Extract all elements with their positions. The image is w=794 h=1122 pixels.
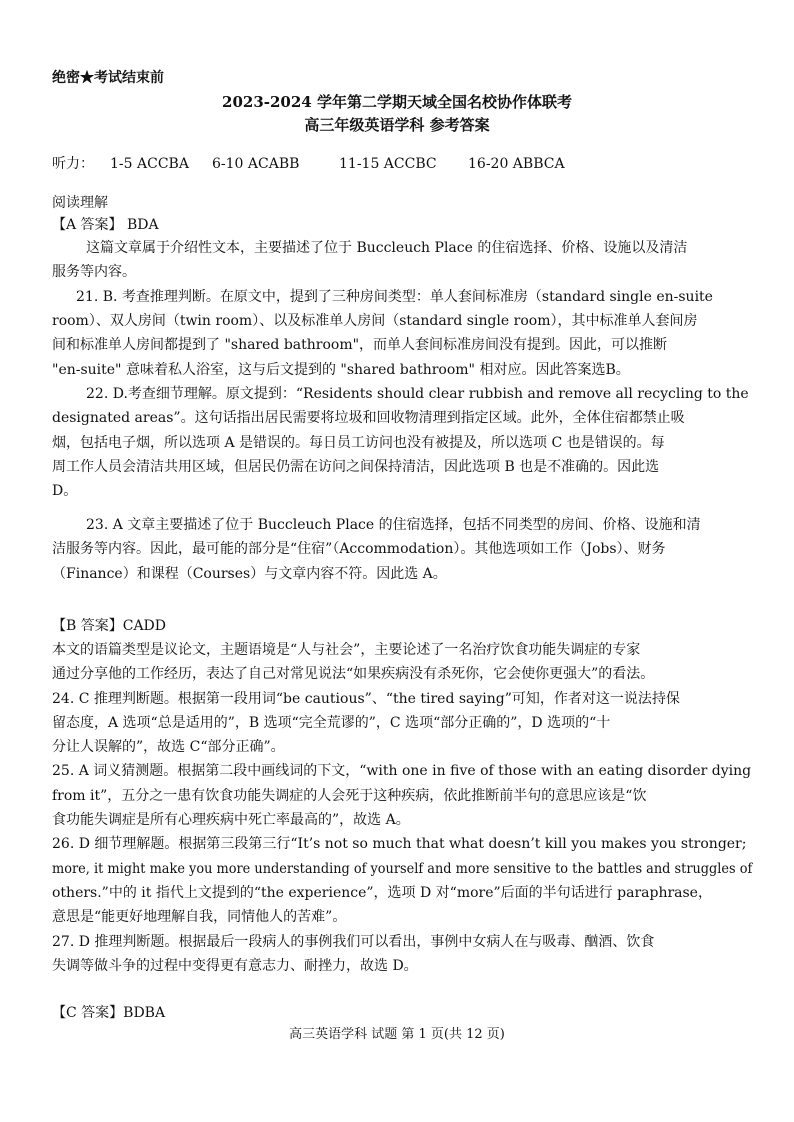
section-b-paragraph-line: 食功能失调症是所有心理疾病中死亡率最高的”，故选 A。 (52, 812, 410, 828)
section-b-paragraph-line: from it”，五分之一患有饮食功能失调症的人会死于这种疾病，依此推断前半句的意思应该是“饮 (52, 788, 647, 804)
section-b-paragraph-line: 意思是“能更好地理解自我，同情他人的苦难”。 (52, 909, 347, 925)
section-b-paragraph-line: 通过分享他的工作经历，表达了自己对常见说法“如果疾病没有杀死你，它会使你更强大”的看法。 (52, 666, 655, 682)
exam-title: 2023-2024 学年第二学期天域全国名校协作体联考 (222, 93, 572, 111)
listening-group: 6-10 ACABB (212, 156, 300, 172)
section-a-paragraph-line: 服务等内容。 (52, 264, 136, 280)
confidential-label: 绝密★考试结束前 (52, 70, 164, 86)
section-b-paragraph-line: 失调等做斗争的过程中变得更有意志力、耐挫力，故选 D。 (52, 958, 418, 974)
section-a-paragraph-line: D。 (52, 483, 78, 499)
section-a-paragraph-line: 23. A 文章主要描述了位于 Buccleuch Place 的住宿选择，包括不同类型的房间、价格、设施和清 (86, 517, 701, 533)
section-a-paragraph-line: 周工作人员会清洁共用区域，但居民仍需在访问之间保持清洁，因此选项 B 也是不准确的。因此选 (52, 459, 660, 475)
listening-group: 16-20 ABBCA (468, 156, 565, 172)
section-b-answer: 【B 答案】CADD (52, 618, 167, 634)
section-b-paragraph-line: 分让人误解的”，故选 C“部分正确”。 (52, 739, 285, 755)
section-a-paragraph-line: room）、双人房间（twin room）、以及标准单人房间（standard single room），其中标准单人套间房 (52, 313, 698, 329)
page-footer: 高三英语学科 试题 第 1 页(共 12 页) (289, 1027, 505, 1042)
section-c-answer: 【C 答案】BDBA (52, 1005, 166, 1021)
section-a-paragraph-line: 烟，包括电子烟，所以选项 A 是错误的。每日员工访问也没有被提及，所以选项 C 也是错误的。每 (52, 435, 665, 451)
listening-group: 11-15 ACCBC (339, 156, 437, 172)
section-a-paragraph-line: 洁服务等内容。因此，最可能的部分是“住宿”（Accommodation）。其他选项如工作（Jobs）、财务 (52, 541, 666, 557)
section-a-paragraph-line: 这篇文章属于介绍性文本，主要描述了位于 Buccleuch Place 的住宿选择、价格、设施以及清洁 (86, 240, 688, 256)
section-b-paragraph-line: 27. D 推理判断题。根据最后一段病人的事例我们可以看出，事例中女病人在与吸毒、酗酒、饮食 (52, 934, 655, 950)
section-b-paragraph-line: 留态度，A 选项“总是适用的”，B 选项“完全荒谬的”，C 选项“部分正确的”，D 选项的“十 (52, 715, 611, 731)
section-b-paragraph-line: 24. C 推理判断题。根据第一段用词“be cautious”、“the tired saying”可知，作者对这一说法持保 (52, 691, 680, 707)
listening-label: 听力： (52, 156, 94, 172)
section-a-answer: 【A 答案】 BDA (52, 217, 159, 233)
section-b-paragraph-line: others.”中的 it 指代上文提到的“the experience”，选项 D 对“more”后面的半句话进行 paraphrase， (52, 885, 712, 901)
section-a-paragraph-line: 21. B. 考查推理判断。在原文中，提到了三种房间类型：单人套间标准房（standard single en-suite (76, 289, 713, 305)
section-a-paragraph-line: （Finance）和课程（Courses）与文章内容不符。因此选 A。 (52, 566, 447, 582)
section-b-paragraph-line: 25. A 词义猜测题。根据第二段中画线词的下文，“with one in five of those with an eating disorder dying (52, 763, 752, 779)
section-a-paragraph-line: 间和标准单人房间都提到了 "shared bathroom"，而单人套间标准房间没有提到。因此，可以推断 (52, 337, 668, 353)
section-a-paragraph-line: 22. D.考查细节理解。原文提到：“Residents should clear rubbish and remove all recycling to the (86, 386, 749, 402)
listening-group: 1-5 ACCBA (110, 156, 189, 172)
exam-subtitle: 高三年级英语学科 参考答案 (304, 116, 490, 134)
section-b-paragraph-line: 26. D 细节理解题。根据第三段第三行“It’s not so much that what doesn’t kill you makes you stronger; (52, 836, 747, 852)
section-b-paragraph-line: more, it might make you more understanding of yourself and more sensitive to the battles and struggles of (52, 861, 753, 877)
section-a-paragraph-line: designated areas”。这句话指出居民需要将垃圾和回收物清理到指定区域。此外，全体住宿都禁止吸 (52, 410, 685, 426)
reading-heading: 阅读理解 (52, 195, 108, 211)
section-b-paragraph-line: 本文的语篇类型是议论文，主题语境是“人与社会”，主要论述了一名治疗饮食功能失调症的专家 (52, 642, 641, 658)
section-a-paragraph-line: "en-suite" 意味着私人浴室，这与后文提到的 "shared bathroom" 相对应。因此答案选B。 (52, 362, 630, 378)
